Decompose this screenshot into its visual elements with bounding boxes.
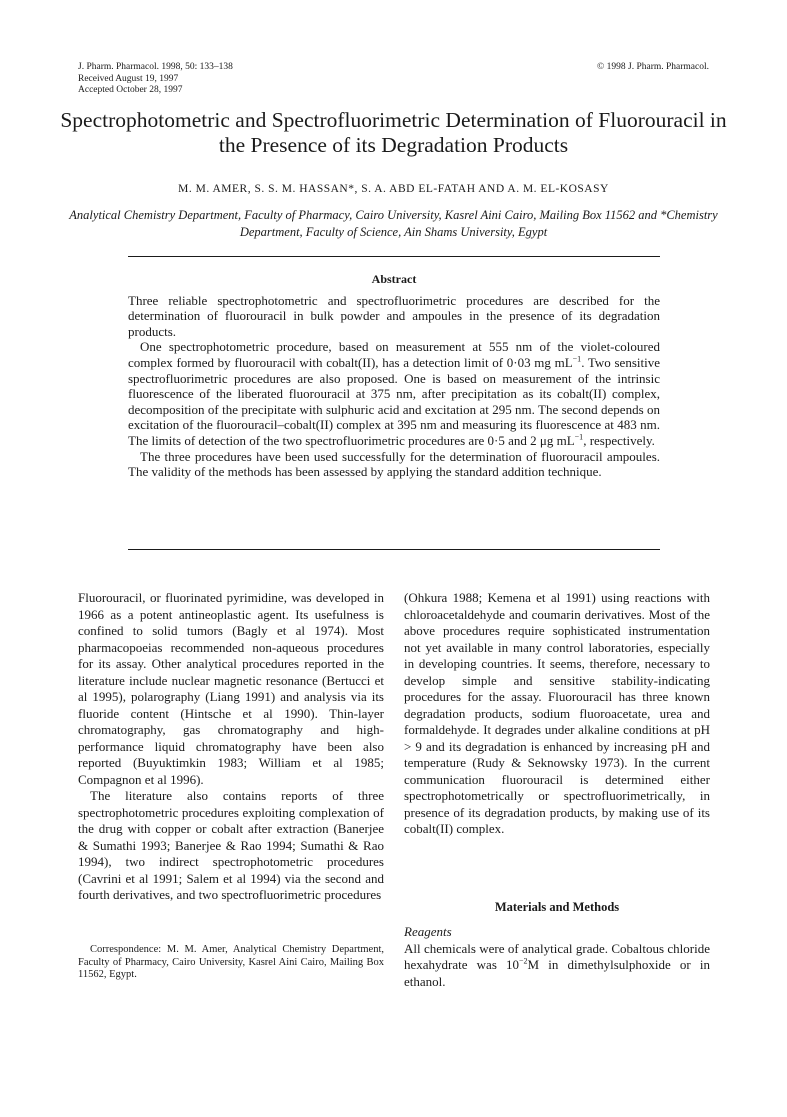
abstract-paragraph-1: Three reliable spectrophotometric and spectrofluorimetric procedures are described for the determination of fluorouracil in bulk powder and ampoules in the presence of its degradation products. (128, 292, 660, 339)
reagents-subsection (404, 924, 710, 990)
body-paragraph: Fluorouracil, or fluorinated pyrimidine, was developed in 1966 as a potent antineoplastic agent. Its usefulness is confined to solid tumors (Bagly et al 1974). Most pharmacopoeias recommended non-aqueous procedures for its assay. Other analytical procedures reported in the literature include nuclear magnetic resonance (Bertucci et al 1995), polarography (Liang 1991) and analysis via its fluoride content (Hintsche et al 1990). Thin-layer chromatography, gas chromatography and high-performance liquid chromatography have been also reported (Buyuktimkin 1983; William et al 1985; Compagnon et al 1996). (78, 590, 384, 787)
body-paragraph (404, 941, 710, 991)
concentration-exponent: −2 (519, 956, 528, 966)
unit-exponent: −1 (572, 354, 582, 364)
journal-citation-block (78, 62, 233, 97)
abstract-paragraph-2 (128, 339, 660, 448)
abstract-p2-text-c: , respectively. (583, 432, 655, 448)
abstract-p2-text-a: One spectrophotometric procedure, based on measurement at 555 nm of the violet-coloured complex formed by fluorouracil with cobalt(II), has a detection limit of 0·03 mg mL (128, 339, 660, 370)
reagents-text-b: M in dimethylsulphoxide or in ethanol. (404, 957, 710, 989)
body-paragraph: (Ohkura 1988; Kemena et al 1991) using reactions with chloroacetaldehyde and coumarin derivatives. Most of the above procedures require sophisticated instrumentation not yet available in many control laboratories, especially in developing countries. It seems, therefore, necessary to develop simple and sensitive stability-indicating procedures for the assay. Fluorouracil has three known degradation products, sodium fluoroacetate, urea and formaldehyde. It degrades under alkaline conditions at pH > 9 and its degradation is enhanced by increasing pH and temperature (Rudy & Seknowsky 1973). In the current communication fluorouracil is determined either spectrophotometrically or spectrofluorimetrically, in presence of its degradation products, by making use of its cobalt(II) complex. (404, 590, 710, 836)
abstract-bottom-rule (128, 549, 660, 550)
abstract (128, 272, 660, 480)
affiliation: Analytical Chemistry Department, Faculty of Pharmacy, Cairo University, Kasrel Aini Cairo, Mailing Box 11562 and *Chemistry Department, Faculty of Science, Ain Shams University, Egypt (69, 208, 718, 239)
journal-line: J. Pharm. Pharmacol. 1998, 50: 133–138 (78, 62, 233, 72)
left-column (78, 590, 384, 904)
accepted-date: Accepted October 28, 1997 (78, 85, 183, 95)
body-paragraph: The literature also contains reports of three spectrophotometric procedures exploiting complexation of the drug with copper or cobalt after extraction (Banerjee & Sumathi 1993; Banerjee & Rao 1994; Sumathi & Rao 1994), two indirect spectrophotometric procedures (Cavrini et al 1991; Salem et al 1994) via the second and fourth derivatives, and two spectrofluorimetric procedures (78, 788, 384, 902)
right-column (404, 590, 710, 838)
abstract-p2-text-b: . Two sensitive spectrofluorimetric procedures are also proposed. One is based on measurement of the intrinsic fluorescence of the liberated fluorouracil at 375 nm, after precipitation as its cobalt(II) complex, decomposition of the precipitate with sulphuric acid and excitation at 295 nm. The second depends on excitation of the fluorouracil–cobalt(II) complex at 395 nm and measuring its fluorescence at 483 nm. The limits of detection of the two spectrofluorimetric procedures are 0·5 and 2 μg mL (128, 354, 660, 448)
abstract-top-rule (128, 256, 660, 257)
subsection-heading: Reagents (404, 924, 452, 939)
abstract-heading: Abstract (371, 272, 417, 286)
author-list: M. M. AMER, S. S. M. HASSAN*, S. A. ABD EL-FATAH AND A. M. EL-KOSASY (178, 183, 609, 195)
reagents-text-a: All chemicals were of analytical grade. Cobaltous chloride hexahydrate was 10 (404, 940, 710, 972)
received-date: Received August 19, 1997 (78, 73, 179, 84)
copyright-notice: © 1998 J. Pharm. Pharmacol. (597, 62, 709, 72)
section-heading: Materials and Methods (494, 900, 620, 914)
unit-exponent: −1 (574, 432, 584, 442)
paper-title: Spectrophotometric and Spectrofluorimetric Determination of Fluorouracil in the Presence of its Degradation Products (60, 108, 727, 157)
correspondence-footnote: Correspondence: M. M. Amer, Analytical Chemistry Department, Faculty of Pharmacy, Cairo University, Kasrel Aini Cairo, Mailing Box 11562, Egypt. (78, 944, 384, 980)
abstract-paragraph-3: The three procedures have been used successfully for the determination of fluorouracil ampoules. The validity of the methods has been assessed by applying the standard addition technique. (128, 448, 660, 480)
